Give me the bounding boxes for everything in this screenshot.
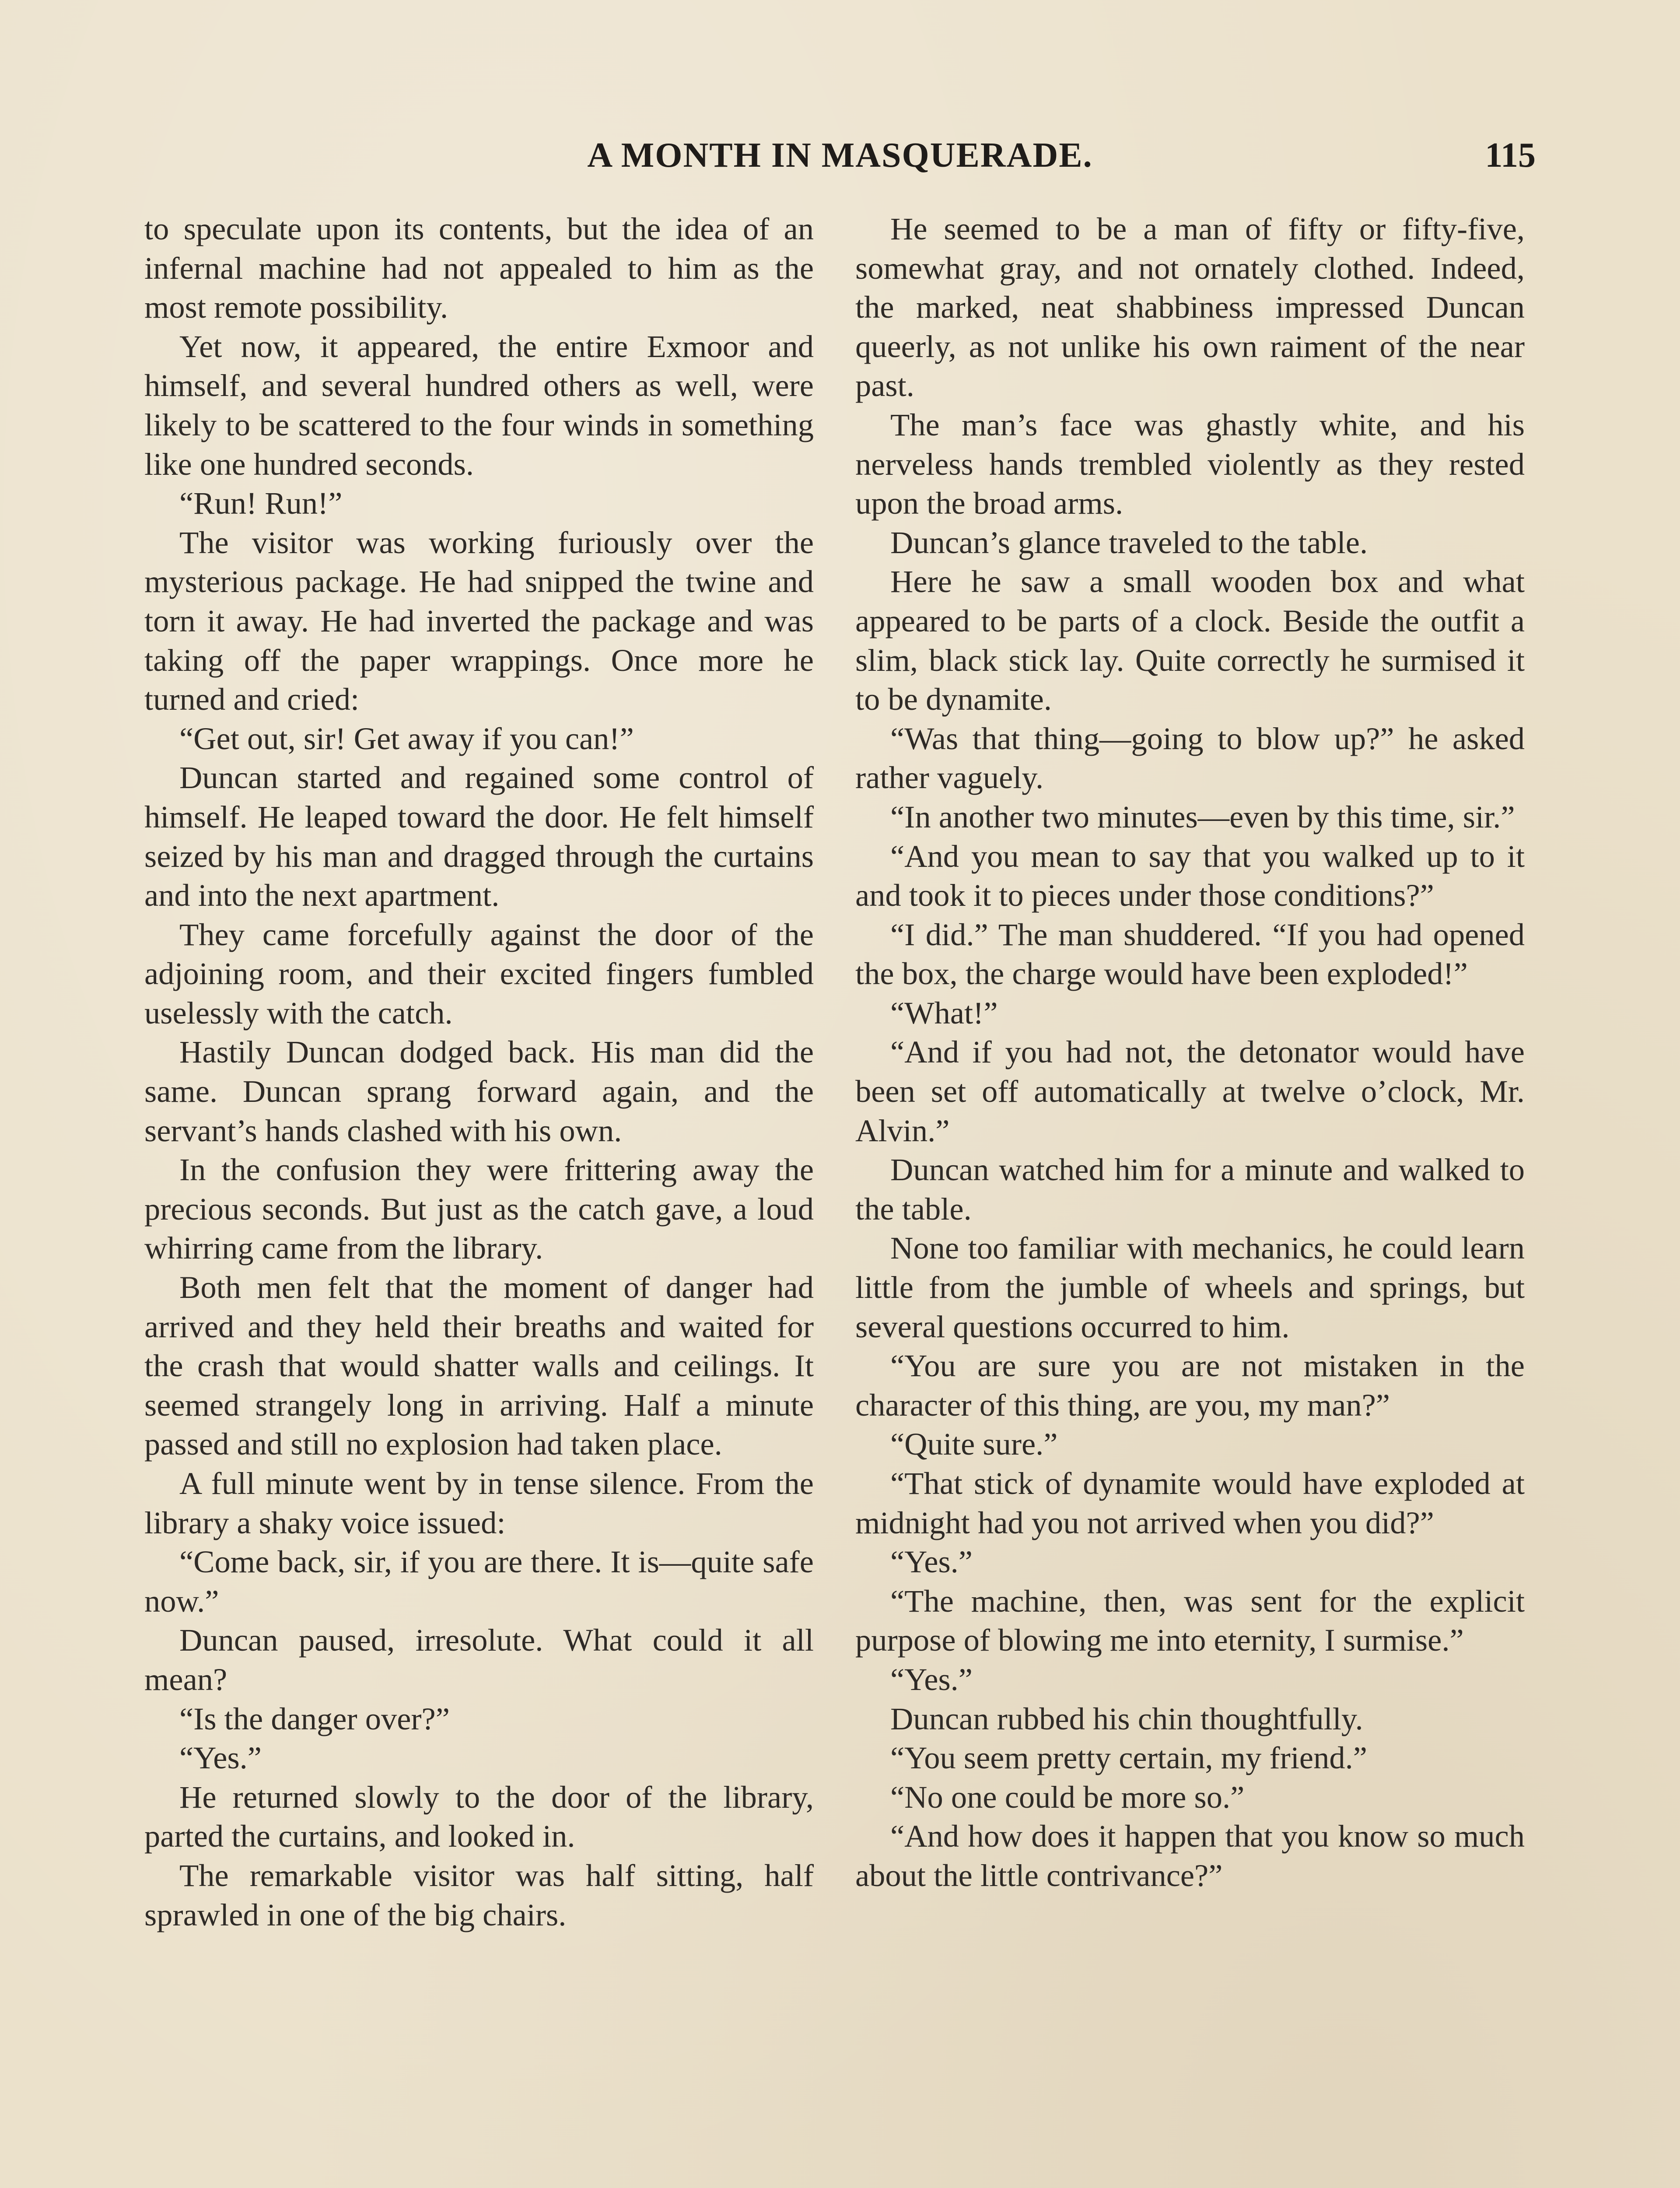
paragraph: “I did.” The man shuddered. “If you had opened the box, the charge would have been exploded!” — [855, 916, 1525, 992]
paragraph: Duncan started and regained some control of himself. He leaped toward the door. He felt himself seized by his man and dragged through the curtains and into the next apartment. — [144, 760, 814, 913]
paragraph: to speculate upon its contents, but the idea of an infernal machine had not appealed to him as the most remote possibility. — [144, 211, 814, 325]
paragraph: He returned slowly to the door of the library, parted the curtains, and looked in. — [144, 1779, 814, 1854]
paragraph: “And you mean to say that you walked up to it and took it to pieces under those conditions?” — [855, 838, 1525, 913]
paragraph: “The machine, then, was sent for the explicit purpose of blowing me into eternity, I surmise.” — [855, 1583, 1525, 1658]
paragraph: “What!” — [890, 995, 998, 1031]
paragraph: “Quite sure.” — [890, 1426, 1058, 1462]
paragraph: Duncan’s glance traveled to the table. — [890, 524, 1368, 560]
paragraph: The man’s face was ghastly white, and his nerveless hands trembled violently as they rested upon the broad arms. — [855, 407, 1525, 521]
paragraph: Duncan rubbed his chin thoughtfully. — [890, 1701, 1363, 1736]
paragraph: Duncan paused, irresolute. What could it all mean? — [144, 1622, 814, 1697]
paragraph: “No one could be more so.” — [890, 1779, 1245, 1815]
paragraph: The remarkable visitor was half sitting, half sprawled in one of the big chairs. — [144, 1857, 814, 1932]
paragraph: In the confusion they were frittering away the precious seconds. But just as the catch gave, a loud whirring came from the library. — [144, 1152, 814, 1266]
paragraph: Both men felt that the moment of danger had arrived and they held their breaths and waited for the crash that would shatter walls and ceilings. It seemed strangely long in arriving. Half a minute passed and still no explosion had taken place. — [144, 1269, 814, 1462]
paragraph: Hastily Duncan dodged back. His man did the same. Duncan sprang forward again, and the servant’s hands clashed with his own. — [144, 1034, 814, 1148]
paragraph: “Was that thing—going to blow up?” he asked rather vaguely. — [855, 720, 1525, 796]
page-number: 115 — [1485, 136, 1536, 175]
paragraph: “Yes.” — [179, 1740, 262, 1776]
paragraph: “You seem pretty certain, my friend.” — [890, 1740, 1367, 1776]
paragraph: They came forcefully against the door of the adjoining room, and their excited fingers fumbled uselessly with the catch. — [144, 916, 814, 1031]
paragraph: Here he saw a small wooden box and what appeared to be parts of a clock. Beside the outfit a slim, black stick lay. Quite correctly he surmised it to be dynamite. — [855, 564, 1525, 717]
paragraph: “You are sure you are not mistaken in the character of this thing, are you, my man?” — [855, 1348, 1525, 1423]
paragraph: “Run! Run!” — [179, 485, 343, 521]
paragraph: “Yes.” — [890, 1544, 973, 1580]
running-title: A MONTH IN MASQUERADE. — [587, 136, 1093, 175]
paragraph: “In another two minutes—even by this time, sir.” — [890, 799, 1515, 835]
right-text-column — [855, 209, 1525, 1895]
paragraph: “And how does it happen that you know so much about the little contrivance?” — [855, 1818, 1525, 1893]
running-head — [144, 131, 1536, 179]
paragraph: The visitor was working furiously over the mysterious package. He had snipped the twine and torn it away. He had inverted the package and was taking off the paper wrappings. Once more he turned and cried: — [144, 524, 814, 717]
paragraph: “And if you had not, the detonator would have been set off automatically at twelve o’clock, Mr. Alvin.” — [855, 1034, 1525, 1148]
paragraph: A full minute went by in tense silence. From the library a shaky voice issued: — [144, 1466, 814, 1540]
paragraph: Yet now, it appeared, the entire Exmoor and himself, and several hundred others as well, were likely to be scattered to the four winds in something like one hundred seconds. — [144, 328, 814, 482]
paragraph: Duncan watched him for a minute and walked to the table. — [855, 1152, 1525, 1227]
paragraph: He seemed to be a man of fifty or fifty-five, somewhat gray, and not ornately clothed. Indeed, the marked, neat shabbiness impressed Duncan queerly, as not unlike his own raiment of the near past. — [855, 211, 1525, 403]
paragraph: “Get out, sir! Get away if you can!” — [179, 720, 634, 756]
paragraph: “Come back, sir, if you are there. It is—quite safe now.” — [144, 1544, 814, 1619]
paragraph: None too familiar with mechanics, he could learn little from the jumble of wheels and springs, but several questions occurred to him. — [855, 1230, 1525, 1344]
paragraph: “That stick of dynamite would have exploded at midnight had you not arrived when you did?” — [855, 1466, 1525, 1540]
paragraph: “Is the danger over?” — [179, 1701, 450, 1736]
left-text-column — [144, 209, 814, 1934]
paragraph: “Yes.” — [890, 1661, 973, 1697]
